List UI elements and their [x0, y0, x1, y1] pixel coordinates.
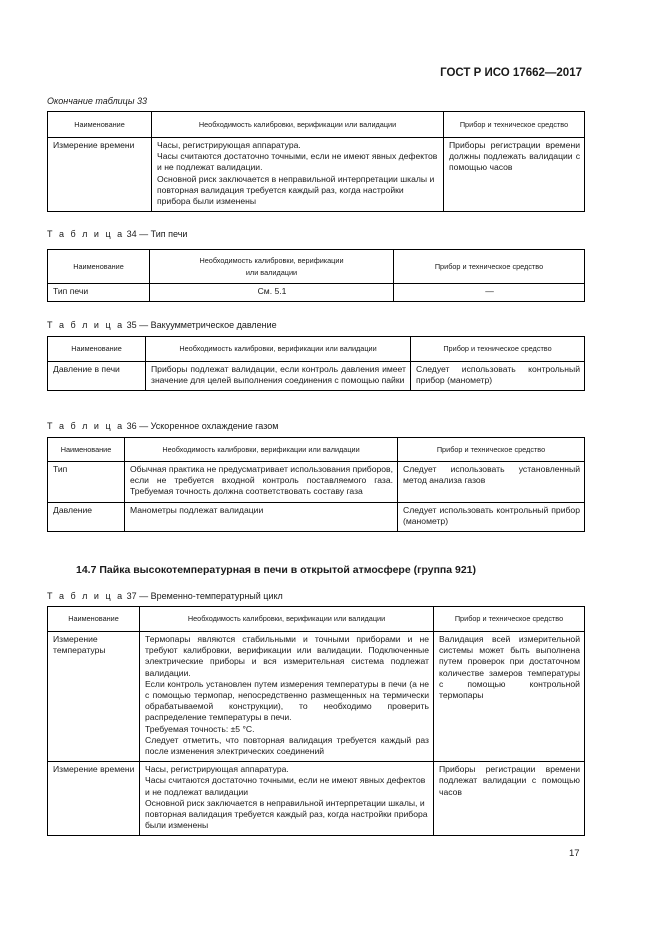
column-header: Необходимость калибровки, верификации или валидации	[152, 112, 444, 138]
column-header: Наименование	[48, 438, 125, 462]
cell-need: Манометры подлежат валидации	[125, 502, 398, 531]
cell-name: Тип печи	[48, 284, 150, 302]
page-number: 17	[569, 848, 580, 859]
column-header: Наименование	[48, 250, 150, 284]
column-header: Необходимость калибровки, верификации или валидации	[146, 337, 411, 362]
cell-need: См. 5.1	[150, 284, 394, 302]
caption-title: — Ускоренное охлаждение газом	[139, 421, 279, 431]
column-header: Прибор и техническое средство	[434, 607, 585, 632]
cell-name: Давление в печи	[48, 362, 146, 391]
table-row	[48, 502, 585, 531]
column-header: Необходимость калибровки, верификации или валидации	[125, 438, 398, 462]
table-37-caption	[47, 591, 283, 601]
table-36-caption	[47, 421, 278, 431]
cell-device: Приборы регистрации времени подлежат валидации с помощью часов	[434, 762, 585, 836]
cell-device: Валидация всей измерительной системы может быть выполнена путем проверок при достаточном количестве замеров температуры с помощью контрольной термопары	[434, 632, 585, 762]
cell-name: Давление	[48, 502, 125, 531]
table-row	[48, 632, 585, 762]
cell-device: —	[394, 284, 585, 302]
table-header-row	[48, 607, 585, 632]
caption-prefix: Т а б л и ц а	[47, 421, 125, 431]
table-row	[48, 138, 585, 212]
section-title: 14.7 Пайка высокотемпературная в печи в открытой атмосфере (группа 921)	[76, 564, 477, 576]
cell-need: Обычная практика не предусматривает использования приборов, если не требуется входной контроль поставляемого газа. Требуемая точность должна соответствовать составу газа	[125, 462, 398, 503]
caption-prefix: Т а б л и ц а	[47, 591, 125, 601]
cell-device: Следует использовать установленный метод анализа газов	[398, 462, 585, 503]
document-header: ГОСТ Р ИСО 17662—2017	[440, 67, 582, 79]
caption-prefix: Т а б л и ц а	[47, 229, 125, 239]
table-row	[48, 362, 585, 391]
column-header: Прибор и техническое средство	[444, 112, 585, 138]
table-33	[47, 111, 585, 212]
caption-prefix: Т а б л и ц а	[47, 320, 125, 330]
table-34-caption	[47, 229, 187, 239]
column-header: Наименование	[48, 607, 140, 632]
cell-device: Следует использовать контрольный прибор (манометр)	[398, 502, 585, 531]
table-34	[47, 249, 585, 302]
column-header: Необходимость калибровки, верификации или валидации	[150, 250, 394, 284]
table-35-caption	[47, 320, 277, 330]
table-36	[47, 437, 585, 532]
caption-number: 36	[126, 421, 137, 431]
cell-name: Тип	[48, 462, 125, 503]
caption-title: — Тип печи	[139, 229, 188, 239]
column-header: Необходимость калибровки, верификации или валидации	[140, 607, 434, 632]
cell-name: Измерение температуры	[48, 632, 140, 762]
column-header: Прибор и техническое средство	[411, 337, 585, 362]
table-header-row	[48, 337, 585, 362]
caption-title: — Вакуумметрическое давление	[139, 320, 277, 330]
caption-title: — Временно-температурный цикл	[139, 591, 283, 601]
column-header: Наименование	[48, 337, 146, 362]
caption-number: 37	[126, 591, 137, 601]
table-header-row	[48, 112, 585, 138]
table-row	[48, 284, 585, 302]
cell-need: Термопары являются стабильными и точными приборами и не требуют калибровки, верификации или валидации. Подключенные электрические приборы и вся измерительная система подлежат валидации. Если контроль установлен путем измерения температуры в печи (а не с помощью термопар, непосредственно размещенных на термически обрабатываемой конструкции), то необходимо проверить распределение температуры в печи. Требуемая точность: ±5 °С. Следует отметить, что повторная валидация требуется каждый раз после изменения электрических соединений	[140, 632, 434, 762]
table-35	[47, 336, 585, 391]
column-header: Прибор и техническое средство	[394, 250, 585, 284]
cell-device: Следует использовать контрольный прибор (манометр)	[411, 362, 585, 391]
cell-need: Часы, регистрирующая аппаратура. Часы считаются достаточно точными, если не имеют явных дефектов и не подлежат валидации Основной риск заключается в неправильной интерпретации шкалы, и повторная валидация требуется каждый раз, когда настройки прибора были изменены	[140, 762, 434, 836]
table-header-row	[48, 250, 585, 284]
table-row	[48, 762, 585, 836]
table-37	[47, 606, 585, 836]
table-header-row	[48, 438, 585, 462]
table-row	[48, 462, 585, 503]
column-header: Наименование	[48, 112, 152, 138]
column-header: Прибор и техническое средство	[398, 438, 585, 462]
caption-number: 34	[126, 229, 137, 239]
cell-need: Приборы подлежат валидации, если контроль давления имеет значение для целей выполнения соединения с помощью пайки	[146, 362, 411, 391]
table-33-caption: Окончание таблицы 33	[47, 96, 147, 106]
cell-name: Измерение времени	[48, 762, 140, 836]
cell-need: Часы, регистрирующая аппаратура. Часы считаются достаточно точными, если не имеют явных дефектов и не подлежат валидации. Основной риск заключается в неправильной интерпретации шкалы и повторная валидация требуется каждый раз, когда настройки прибора были изменены	[152, 138, 444, 212]
cell-name: Измерение времени	[48, 138, 152, 212]
caption-number: 35	[126, 320, 137, 330]
cell-device: Приборы регистрации времени должны подлежать валидации с помощью часов	[444, 138, 585, 212]
